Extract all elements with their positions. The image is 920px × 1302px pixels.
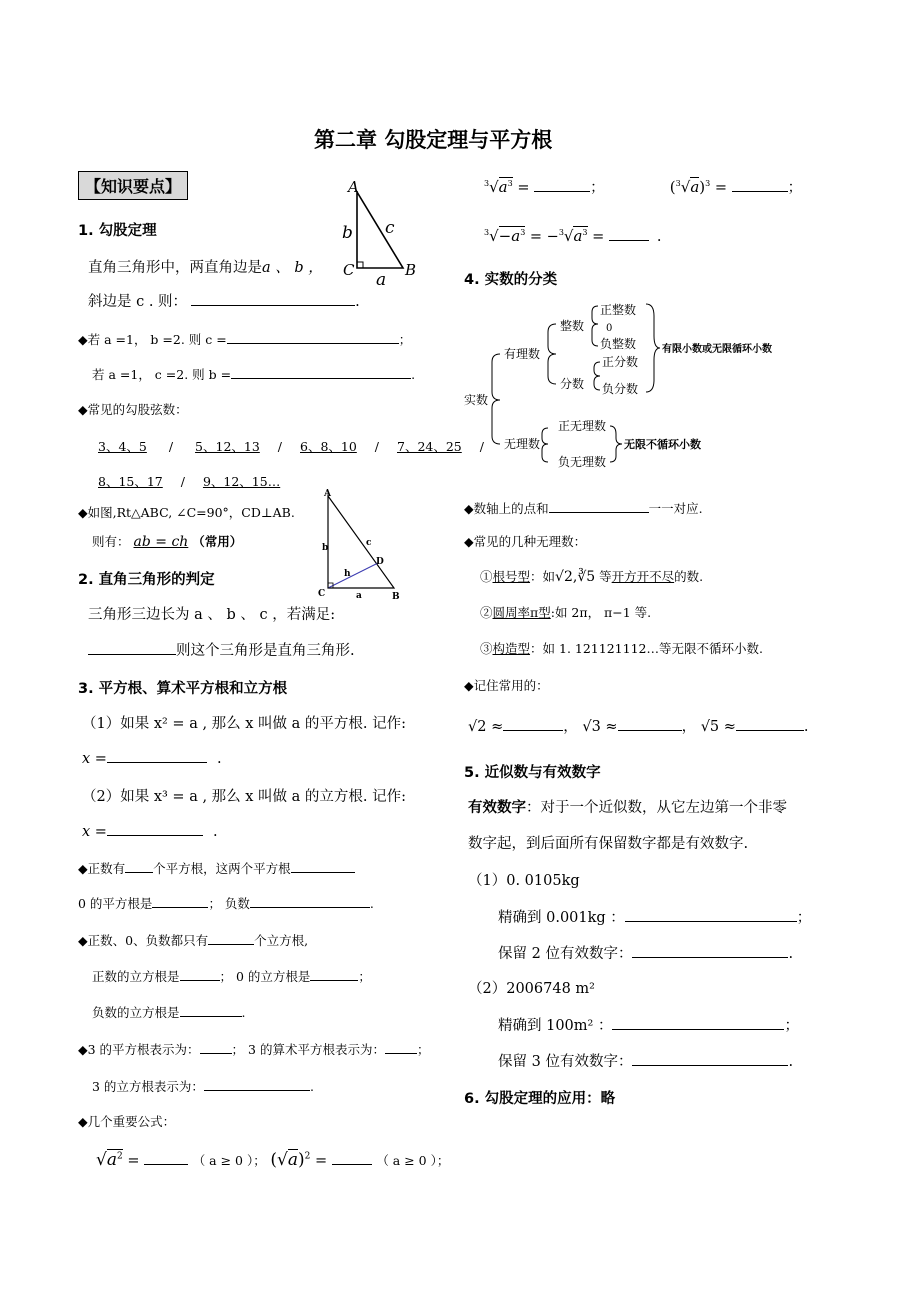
triangle-abc <box>357 192 403 268</box>
common-irrationals-label: ◆常见的几种无理数： <box>464 534 587 549</box>
cube-root-formulas-2: $^3√-a^3 = -^3√a^3$ = . <box>484 227 662 245</box>
triple-item: 8、15、17 <box>98 474 163 489</box>
triples-label: ◆常见的勾股弦数： <box>78 402 188 417</box>
irrational-type-constructed: ③构造型：如 1. 121121112…等无限不循环小数. <box>480 641 763 656</box>
brace-rational-top <box>548 324 556 354</box>
question-2a: 精确到 100m² ： ； <box>498 1014 799 1035</box>
triples-row-1: 3、4、5 / 5、12、13 / 6、8、10 / 7、24、25 / <box>98 439 484 454</box>
vertex-b-label: B <box>392 592 400 602</box>
triple-item: 7、24、25 <box>397 439 462 454</box>
real-number-tree <box>460 296 810 476</box>
side-c-label: c <box>385 218 395 238</box>
tree-pos-int: 正整数 <box>600 303 637 317</box>
rbrace-irr-top <box>610 426 622 444</box>
tree-integer: 整数 <box>560 319 585 333</box>
square-root-notation: x = . <box>82 748 222 767</box>
side-b-label: b <box>322 543 329 553</box>
tree-rational-note: 有限小数或无限循环小数 <box>662 344 772 355</box>
zero-negative-square-roots: 0 的平方根是 ； 负数 . <box>78 893 374 912</box>
heading-square-roots: 3. 平方根、算术平方根和立方根 <box>78 681 288 697</box>
significant-figures-definition-1: 有效数字：对于一个近似数，从它左边第一个非零 <box>468 800 787 816</box>
cube-roots-count: ◆正数、0、负数都只有 个立方根, <box>78 930 308 949</box>
cube-root-definition: （2）如果 x³ = a , 那么 x 叫做 a 的立方根. 记作: <box>82 789 407 805</box>
irrational-type-radical: ①根号型：如√2,∛5 等开方开不尽的数. <box>480 569 704 585</box>
significant-figures-definition-2: 数字起，到后面所有保留数字都是有效数字. <box>468 836 749 852</box>
positive-square-roots: ◆正数有 个平方根，这两个平方根 <box>78 858 355 877</box>
brace-frac-bottom <box>594 376 600 390</box>
altitude-formula-line: 则有： ab = ch （常用） <box>92 534 243 550</box>
brace-rational-bottom <box>548 354 556 384</box>
triples-row-2: 8、15、17 / 9、12、15… <box>98 474 281 489</box>
tree-neg-irr: 负无理数 <box>558 455 607 469</box>
converse-text: 则这个三角形是直角三角形. <box>88 639 355 660</box>
rbrace-rational-top <box>646 304 660 348</box>
altitude-h-label: h <box>344 569 351 579</box>
cube-roots-negative: 负数的立方根是 . <box>92 1002 246 1021</box>
side-b-label: b <box>342 223 353 243</box>
tree-fraction: 分数 <box>560 377 585 391</box>
altitude-triangle-figure <box>314 488 406 606</box>
triangle-sides-text: 三角形三边长为 a 、 b 、 c ，若满足: <box>88 607 336 623</box>
example-if-1: ◆若 a =1， b =2. 则 c = ； <box>78 329 411 348</box>
three-square-roots: ◆3 的平方根表示为： ； 3 的算术平方根表示为： ； <box>78 1039 429 1058</box>
question-2: （2）2006748 m² <box>468 981 595 997</box>
vertex-c-label: C <box>318 589 326 599</box>
cube-roots-pos-zero: 正数的立方根是 ； 0 的立方根是 ； <box>92 966 371 985</box>
formulas-label: ◆几个重要公式： <box>78 1114 176 1129</box>
brace-int-top <box>592 306 598 324</box>
right-triangle-figure <box>335 178 425 290</box>
tree-neg-int: 负整数 <box>600 337 637 351</box>
vertex-a-label: A <box>324 489 331 499</box>
heading-pythagorean-theorem: 1. 勾股定理 <box>78 223 157 239</box>
vertex-c-label: C <box>343 261 355 279</box>
brace-int-bottom <box>592 324 598 346</box>
tree-pos-frac: 正分数 <box>602 355 639 369</box>
triple-item: 9、12、15… <box>202 474 281 489</box>
vertex-b-label: B <box>405 261 417 279</box>
question-1a: 精确到 0.001kg ： ； <box>498 906 811 927</box>
right-angle-mark <box>357 262 363 268</box>
heading-real-number-classification: 4. 实数的分类 <box>464 272 558 288</box>
tree-neg-frac: 负分数 <box>602 382 639 396</box>
hypotenuse-text: 斜边是 c . 则： . <box>88 290 360 311</box>
point-d-label: D <box>376 557 384 567</box>
rbrace-irr-bottom <box>610 444 622 462</box>
tree-irrational-note: 无限不循环小数 <box>624 438 701 451</box>
rbrace-rational-bottom <box>646 348 660 392</box>
three-cube-root: 3 的立方根表示为： . <box>92 1076 314 1095</box>
heading-right-triangle-test: 2. 直角三角形的判定 <box>78 572 215 588</box>
side-a-label: a <box>376 270 387 290</box>
side-c-label: c <box>366 538 372 548</box>
figure-description: ◆如图,Rt△ABC, ∠C=90°，CD⊥AB. <box>78 505 295 520</box>
heading-approximate-numbers: 5. 近似数与有效数字 <box>464 765 601 781</box>
brace-real-top <box>492 354 500 400</box>
tree-irrational: 无理数 <box>504 437 541 451</box>
altitude-formula: ab = ch <box>133 534 189 550</box>
altitude-cd <box>328 563 378 588</box>
knowledge-points-badge: 【知识要点】 <box>78 171 188 200</box>
square-root-definition: （1）如果 x² = a , 那么 x 叫做 a 的平方根. 记作: <box>82 716 407 732</box>
tree-real: 实数 <box>464 393 489 407</box>
triangle-abc-altitude <box>328 496 394 588</box>
brace-irr-top <box>542 428 548 444</box>
brace-irr-bottom <box>542 444 548 462</box>
side-a-label: a <box>356 591 362 601</box>
page-title: 第二章 勾股定理与平方根 <box>314 128 553 152</box>
triple-item: 5、12、13 <box>195 439 260 454</box>
triple-item: 6、8、10 <box>300 439 357 454</box>
root-formulas: $√a^2$ = （ a ≥ 0 ）； $(√a)^2$ = （ a ≥ 0 ）； <box>96 1150 450 1170</box>
right-triangle-legs-text: 直角三角形中，两直角边是a 、 b ， <box>88 260 323 276</box>
question-1b: 保留 2 位有效数字： . <box>498 942 793 963</box>
approx-values: √2 ≈ ， √3 ≈ ， √5 ≈ . <box>468 715 809 736</box>
triple-item: 3、4、5 <box>98 439 147 454</box>
tree-pos-irr: 正无理数 <box>558 419 607 433</box>
tree-rational: 有理数 <box>504 347 541 361</box>
vertex-a-label: A <box>348 178 359 196</box>
question-2b: 保留 3 位有效数字： . <box>498 1050 793 1071</box>
cube-root-formulas-1: $^3√a^3$ = ； $(^3√a)^3$ = ； <box>484 178 803 196</box>
question-1: （1）0. 0105kg <box>468 873 580 889</box>
irrational-type-pi: ②圆周率π型:如 2π， π−1 等. <box>480 605 652 620</box>
example-if-2: 若 a =1， c =2. 则 b = . <box>92 364 415 383</box>
brace-frac-top <box>594 362 600 376</box>
heading-pythagorean-application: 6. 勾股定理的应用：略 <box>464 1091 616 1107</box>
cube-root-notation: x = . <box>82 821 218 840</box>
tree-zero: 0 <box>606 323 613 334</box>
brace-real-bottom <box>492 400 500 444</box>
remember-label: ◆记住常用的： <box>464 678 549 693</box>
number-line-correspondence: ◆数轴上的点和 一一对应. <box>464 498 703 517</box>
